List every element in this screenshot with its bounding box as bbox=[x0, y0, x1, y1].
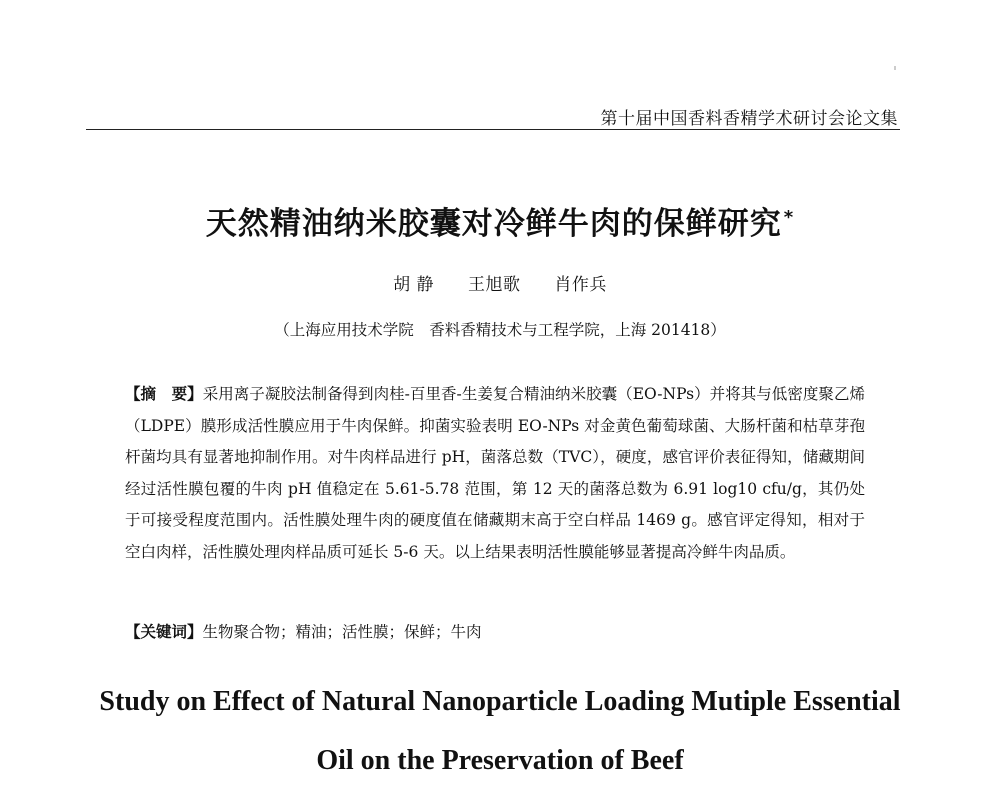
keywords-label: 【关键词】 bbox=[125, 623, 203, 641]
keywords-text: 生物聚合物；精油；活性膜；保鲜；牛肉 bbox=[202, 623, 482, 641]
scan-speck bbox=[894, 66, 896, 70]
author-2: 王旭歌 bbox=[467, 275, 521, 295]
author-3: 肖作兵 bbox=[554, 275, 607, 295]
title-footnote-marker: * bbox=[783, 206, 795, 228]
abstract-label: 【摘 要】 bbox=[125, 385, 203, 403]
running-header: 第十届中国香料香精学术研讨会论文集 bbox=[600, 109, 898, 129]
article-title bbox=[0, 198, 1000, 243]
abstract-text: 采用离子凝胶法制备得到肉桂-百里香-生姜复合精油纳米胶囊（EO-NPs）并将其与低密度聚乙烯（LDPE）膜形成活性膜应用于牛肉保鲜。抑菌实验表明 EO-NPs 对金黄色葡萄球菌、大肠杆菌和枯草芽孢杆菌均具有显著地抑制作用。对牛肉样品进行 pH，菌落总数（TVC），硬度，感官评价表征得知，储藏期间经过活性膜包覆的牛肉 pH 值稳定在 5.61-5.78 范围，第 12 天的菌落总数为 6.91 log10 cfu/g，其仍处于可接受程度范围内。活性膜处理牛肉的硬度值在储藏期末高于空白样品 1469 g。感官评定得知，相对于空白肉样，活性膜处理肉样品质可延长 5-6 天。以上结果表明活性膜能够显著提高冷鲜牛肉品质。 bbox=[125, 385, 865, 561]
author-1: 胡 静 bbox=[393, 275, 435, 295]
abstract bbox=[125, 379, 865, 568]
article-title-text: 天然精油纳米胶囊对冷鲜牛肉的保鲜研究 bbox=[205, 206, 782, 242]
author-list bbox=[0, 270, 1000, 295]
header-rule bbox=[86, 129, 900, 130]
english-title-line-2: Oil on the Preservation of Beef bbox=[316, 745, 684, 776]
english-title-line-1: Study on Effect of Natural Nanoparticle Loading Mutiple Essential bbox=[99, 686, 901, 717]
keywords bbox=[125, 618, 865, 646]
affiliation: （上海应用技术学院 香料香精技术与工程学院，上海 201418） bbox=[274, 321, 726, 339]
